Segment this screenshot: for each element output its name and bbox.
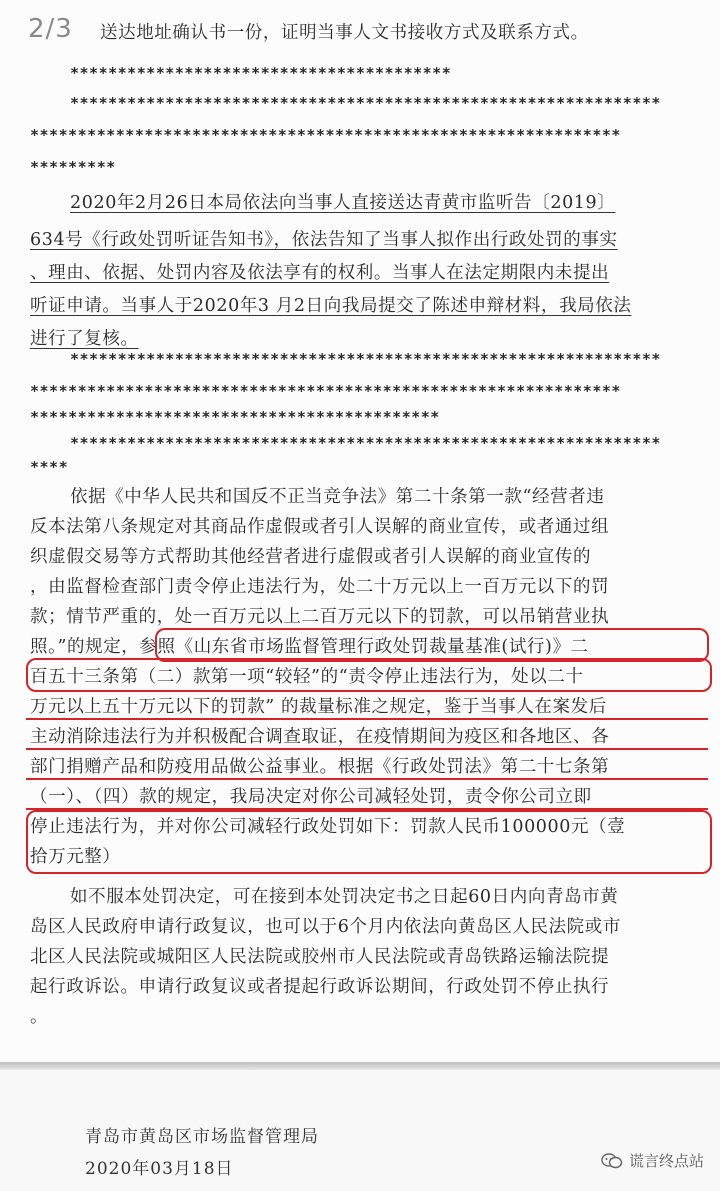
watermark (601, 1150, 704, 1171)
text-line: 万元以上五十万元以下的罚款” 的裁量标准之规定，鉴于当事人在案发后 (30, 697, 607, 717)
text-line: 岛区人民政府申请行政复议，也可以于6个月内依法向黄岛区人民法院或市 (30, 917, 621, 937)
redaction-line: ************************************************************** (70, 350, 661, 368)
text-line: 反本法第八条规定对其商品作虚假或者引人误解的商业宣传，或者通过组 (30, 517, 610, 537)
redaction-line: **************************************** (70, 64, 452, 82)
text-line: 款；情节严重的，处一百万元以上二百万元以下的罚款，可以吊销营业执 (30, 607, 610, 627)
redaction-line: ******************************************* (30, 408, 440, 426)
text-line: 照。”的规定，参照《山东省市场监督管理行政处罚裁量基准(试行)》二 (30, 637, 589, 657)
text-line: ，由监督检查部门责令停止违法行为，处二十万元以上一百万元以下的罚 (30, 577, 610, 597)
text-line: 634号《行政处罚听证告知书》，依法告知了当事人拟作出行政处罚的事实 (30, 230, 618, 250)
text-line: （一）、（四）款的规定，我局决定对你公司减轻处罚，责令你公司立即 (30, 787, 592, 807)
text-line: 百五十三条第（二）款第一项“较轻”的“责令停止违法行为，处以二十 (30, 667, 584, 687)
redaction-line: ********* (30, 158, 116, 176)
text-line: 停止违法行为，并对你公司减轻行政处罚如下：罚款人民币100000元（壹 (30, 817, 626, 837)
text-line: 部门捐赠产品和防疫用品做公益事业。根据《行政处罚法》第二十七条第 (30, 757, 610, 777)
page-number: 2/3 (28, 14, 73, 44)
text-line: 织虚假交易等方式帮助其他经营者进行虚假或者引人误解的商业宣传的 (30, 547, 592, 567)
text-line: 主动消除违法行为并积极配合调查取证，在疫情期间为疫区和各地区、各 (30, 727, 610, 747)
text-line: 北区人民法院或城阳区人民法院或胶州市人民法院或青岛铁路运输法院提 (30, 947, 610, 967)
page-edge-divider (0, 1062, 720, 1070)
highlight-underline (26, 748, 708, 750)
text-line: 进行了复核。 (30, 329, 139, 349)
text-line: 听证申请。当事人于2020年3 月2日向我局提交了陈述申辩材料，我局依法 (30, 296, 632, 316)
redaction-line: ************************************************************** (70, 94, 661, 112)
text-line: 送达地址确认书一份，证明当事人文书接收方式及联系方式。 (100, 23, 589, 43)
highlight-underline (26, 808, 708, 810)
redaction-line: ************************************************************** (30, 382, 621, 400)
highlight-underline (26, 718, 708, 720)
text-line: 如不服本处罚决定，可在接到本处罚决定书之日起60日内向青岛市黄 (70, 887, 619, 907)
chat-bubble-icon (601, 1152, 623, 1170)
watermark-text: 谎言终点站 (628, 1152, 704, 1170)
text-line: 2020年2月26日本局依法向当事人直接送达青黄市监听告〔2019〕 (70, 193, 616, 213)
text-line: 起行政诉讼。申请行政复议或者提起行政诉讼期间，行政处罚不停止执行 (30, 977, 610, 997)
redaction-line: **** (30, 458, 69, 476)
signature-block (0, 1070, 720, 1191)
issue-date: 2020年03月18日 (85, 1159, 234, 1179)
text-line: 依据《中华人民共和国反不正当竞争法》第二十条第一款“经营者违 (70, 487, 605, 507)
redaction-line: ************************************************************** (30, 126, 621, 144)
highlight-underline (26, 778, 708, 780)
redaction-line: ************************************************************** (70, 434, 661, 452)
text-line: 拾万元整） (30, 847, 121, 867)
text-line: 、理由、依据、处罚内容及依法享有的权利。当事人在法定期限内未提出 (30, 263, 610, 283)
issuing-agency: 青岛市黄岛区市场监督管理局 (85, 1127, 319, 1147)
text-line: 。 (30, 1007, 49, 1027)
